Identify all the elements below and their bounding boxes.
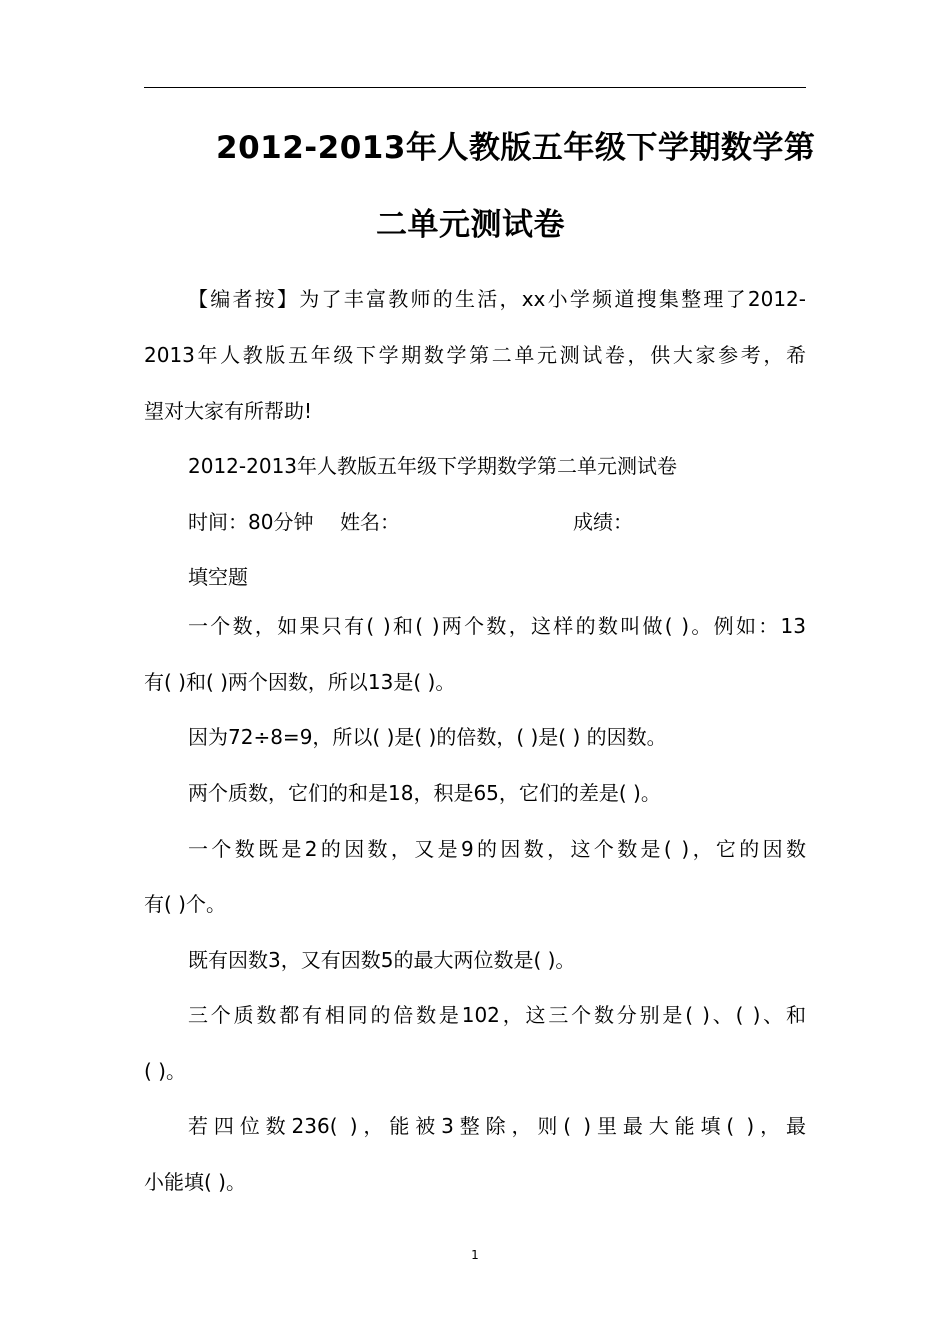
editor-note-line-1: 【编者按】为了丰富教师的生活，xx小学频道搜集整理了2012- [188, 287, 806, 311]
document-title-line-2: 二单元测试卷 [376, 207, 565, 243]
question-4-line-2: 有( )个。 [144, 892, 226, 916]
document-subtitle: 2012-2013年人教版五年级下学期数学第二单元测试卷 [188, 454, 678, 478]
question-7-line-1: 若四位数236( )，能被3整除，则( )里最大能填( )，最 [188, 1114, 806, 1138]
question-6-line-2: ( )。 [144, 1059, 186, 1083]
exam-score-label: 成绩： [573, 510, 633, 534]
question-2: 因为72÷8=9，所以( )是( )的倍数，( )是( ) 的因数。 [188, 725, 667, 749]
question-7-line-2: 小能填( )。 [144, 1170, 246, 1194]
header-rule [144, 87, 806, 88]
question-4-line-1: 一个数既是2的因数，又是9的因数，这个数是( )，它的因数 [188, 837, 806, 861]
question-1-line-1: 一个数，如果只有( )和( )两个数，这样的数叫做( )。例如：13 [188, 614, 806, 638]
question-6-line-1: 三个质数都有相同的倍数是102，这三个数分别是( )、( )、和 [188, 1003, 806, 1027]
editor-note-line-3: 望对大家有所帮助! [144, 399, 313, 423]
exam-name-label: 姓名： [340, 510, 400, 534]
editor-note-line-2: 2013年人教版五年级下学期数学第二单元测试卷，供大家参考，希 [144, 343, 806, 367]
section-title: 填空题 [188, 565, 248, 589]
exam-time: 时间：80分钟 [188, 510, 314, 534]
document-title-line-1: 2012-2013年人教版五年级下学期数学第 [216, 130, 816, 166]
question-1-line-2: 有( )和( )两个因数，所以13是( )。 [144, 670, 456, 694]
question-3: 两个质数，它们的和是18，积是65，它们的差是( )。 [188, 781, 661, 805]
page-number: 1 [471, 1248, 479, 1262]
question-5: 既有因数3，又有因数5的最大两位数是( )。 [188, 948, 576, 972]
